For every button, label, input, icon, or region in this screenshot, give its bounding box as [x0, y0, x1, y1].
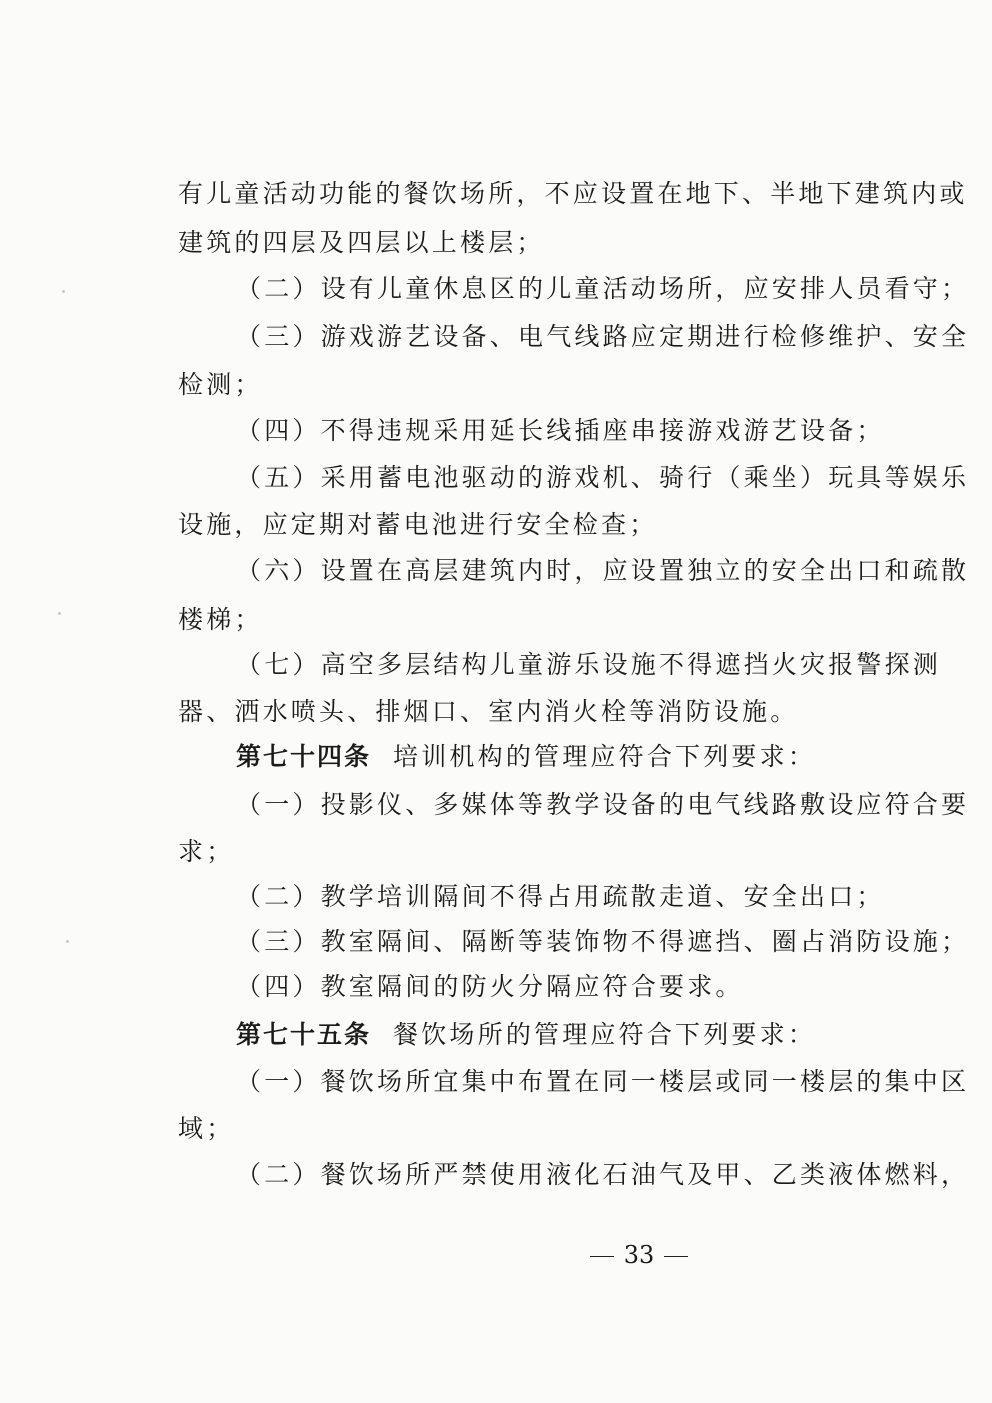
article-75-title: 第七十五条	[236, 1020, 372, 1049]
article-74-text: 培训机构的管理应符合下列要求：	[393, 742, 817, 771]
list-item-2: （二）餐饮场所严禁使用液化石油气及甲、乙类液体燃料，	[236, 1160, 970, 1189]
paragraph-line: 检测；	[178, 370, 263, 399]
paragraph-line: 建筑的四层及四层以上楼层；	[178, 228, 545, 257]
page-number-value: 33	[623, 1241, 655, 1269]
paragraph-line: 器、洒水喷头、排烟口、室内消火栓等消防设施。	[178, 697, 799, 726]
scan-speck	[58, 612, 61, 615]
list-item-1: （一）餐饮场所宜集中布置在同一楼层或同一楼层的集中区	[236, 1067, 970, 1096]
list-item-4: （四）不得违规采用延长线插座串接游戏游艺设备；	[236, 416, 885, 445]
article-74-heading	[236, 738, 916, 776]
article-75-text: 餐饮场所的管理应符合下列要求：	[393, 1020, 817, 1049]
list-item-7: （七）高空多层结构儿童游乐设施不得遮挡火灾报警探测	[236, 650, 942, 679]
paragraph-line: 有儿童活动功能的餐饮场所，不应设置在地下、半地下建筑内或	[178, 179, 968, 208]
scan-speck	[66, 940, 69, 943]
list-item-3: （三）游戏游艺设备、电气线路应定期进行检修维护、安全	[236, 322, 970, 351]
dash-left	[590, 1256, 614, 1258]
paragraph-line: 域；	[178, 1114, 235, 1143]
list-item-3: （三）教室隔间、隔断等装饰物不得遮挡、圈占消防设施；	[236, 927, 970, 956]
paragraph-line: 求；	[178, 837, 235, 866]
list-item-1: （一）投影仪、多媒体等教学设备的电气线路敷设应符合要	[236, 790, 970, 819]
list-item-4: （四）教室隔间的防火分隔应符合要求。	[236, 972, 744, 1001]
paragraph-line: 楼梯；	[178, 605, 263, 634]
article-75-heading	[236, 1016, 916, 1054]
article-74-title: 第七十四条	[236, 742, 372, 771]
list-item-6: （六）设置在高层建筑内时，应设置独立的安全出口和疏散	[236, 556, 970, 585]
list-item-2: （二）教学培训隔间不得占用疏散走道、安全出口；	[236, 882, 885, 911]
list-item-2: （二）设有儿童休息区的儿童活动场所，应安排人员看守；	[236, 274, 970, 303]
page-number	[0, 1240, 992, 1270]
paragraph-line: 设施，应定期对蓄电池进行安全检查；	[178, 510, 658, 539]
dash-right	[664, 1256, 688, 1258]
list-item-5: （五）采用蓄电池驱动的游戏机、骑行（乘坐）玩具等娱乐	[236, 463, 970, 492]
scan-speck	[62, 290, 65, 293]
